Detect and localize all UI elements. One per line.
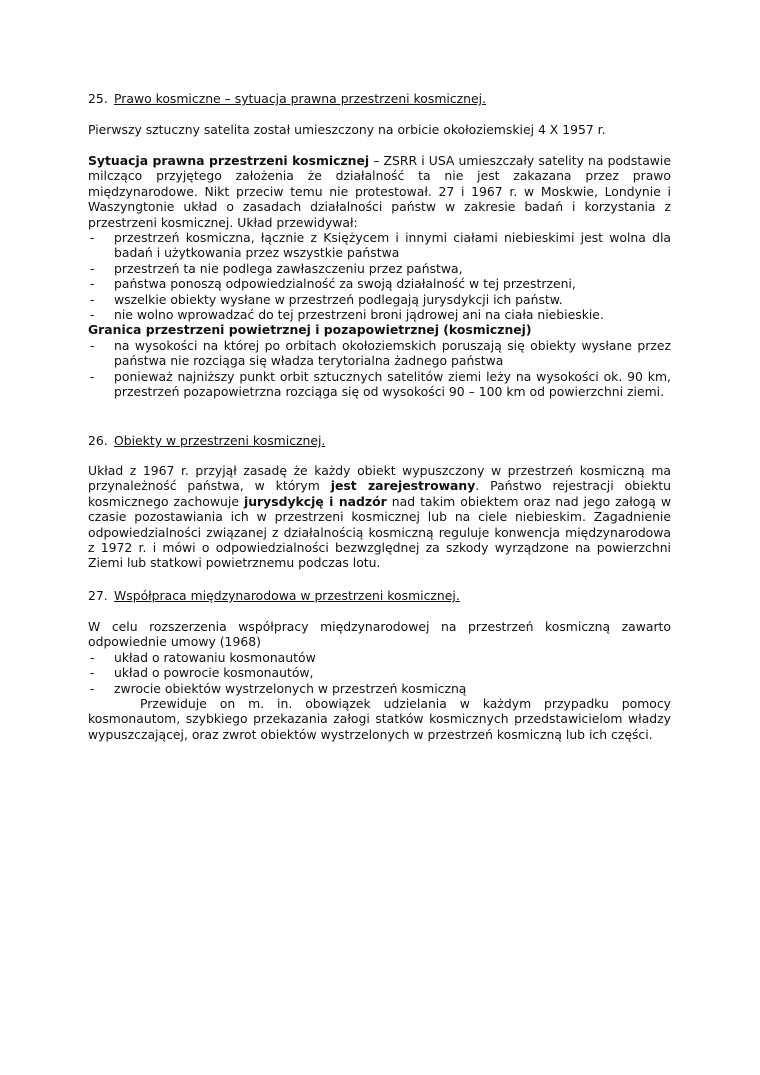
paragraph-text: Układ z 1967 r. przyjął zasadę że każdy obiekt wypuszczony w przestrzeń kosmiczną ma przynależność państwa, w którym	[88, 463, 671, 494]
section-number: 26.	[88, 433, 108, 448]
list-item: - przestrzeń ta nie podlega zawłaszczeniu przez państwa,	[88, 261, 671, 276]
section-26-heading	[88, 433, 671, 448]
paragraph-agreement-details: Przewiduje on m. in. obowiązek udzielania w każdym przypadku pomocy kosmonautom, szybkiego przekazania załogi statków kosmicznych przedstawicielom władzy wypuszczającej, oraz zwrot obiektów wystrzelonych w przestrzeń kosmiczną lub ich części.	[88, 696, 671, 742]
section-title: Współpraca międzynarodowa w przestrzeni kosmicznej.	[114, 588, 460, 603]
bold-term: jest zarejestrowany	[330, 478, 476, 494]
paragraph-text: . Państwo rejestracji obiektu kosmicznego zachowuje	[88, 478, 671, 509]
bold-term: jurysdykcję i nadzór	[243, 493, 387, 509]
paragraph-cooperation: W celu rozszerzenia współpracy międzynarodowej na przestrzeń kosmiczną zawarto odpowiednie umowy (1968)	[88, 619, 671, 650]
section-27-heading	[88, 588, 671, 603]
section-title: Obiekty w przestrzeni kosmicznej.	[114, 433, 326, 448]
section-25-heading	[88, 91, 671, 106]
paragraph-text: nad takim obiektem oraz nad jego załogą w czasie pozostawiania ich w przestrzeni kosmicznej lub na ciele niebieskim. Zagadnienie odpowiedzialności związanej z działalnością kosmiczną reguluje konwencja międzynarodowa z 1972 r. i mówi o odpowiedzialności bezwzględnej za szkody wyrządzone na powierzchni Ziemi lub statkowi powietrznemu podczas lotu.	[88, 493, 671, 571]
list-item: - zwrocie obiektów wystrzelonych w przestrzeń kosmiczną	[88, 681, 671, 696]
agreements-list	[88, 650, 671, 696]
section-25-body	[88, 153, 671, 400]
subheading-airspace-boundary: Granica przestrzeni powietrznej i pozapowietrznej (kosmicznej)	[88, 322, 532, 338]
boundary-list	[88, 338, 671, 400]
section-number: 27.	[88, 588, 108, 603]
section-title: Prawo kosmiczne – sytuacja prawna przestrzeni kosmicznej.	[114, 91, 487, 106]
section-27-body	[88, 619, 671, 742]
paragraph-space-objects	[88, 463, 671, 571]
paragraph-legal-status	[88, 153, 671, 230]
list-item: - układ o ratowaniu kosmonautów	[88, 650, 671, 665]
paragraph-text: – ZSRR i USA umieszczały satelity na podstawie milcząco przyjętego założenia że działalność ta nie jest zakazana przez prawo międzynarodowe. Nikt przeciw temu nie protestował. 27 i 1967 r. w Moskwie, Londynie i Waszyngtonie układ o zasadach działalności państw w zakresie badań i korzystania z przestrzeni kosmicznej. Układ przewidywał:	[88, 153, 671, 230]
list-item: - państwa ponoszą odpowiedzialność za swoją działalność w tej przestrzeni,	[88, 276, 671, 291]
section-number: 25.	[88, 91, 108, 106]
bold-term: Sytuacja prawna przestrzeni kosmicznej	[88, 153, 370, 168]
list-item: - ponieważ najniższy punkt orbit sztucznych satelitów ziemi leży na wysokości ok. 90 km, przestrzeń pozapowietrzna rozciąga się od wysokości 90 – 100 km od powierzchni ziemi.	[88, 369, 671, 400]
list-item: - przestrzeń kosmiczna, łącznie z Księżycem i innymi ciałami niebieskimi jest wolna dla badań i użytkowania przez wszystkie państwa	[88, 230, 671, 261]
list-item: - nie wolno wprowadzać do tej przestrzeni broni jądrowej ani na ciała niebieskie.	[88, 307, 671, 322]
list-item: - wszelkie obiekty wysłane w przestrzeń podlegają jurysdykcji ich państw.	[88, 292, 671, 307]
treaty-provisions-list	[88, 230, 671, 322]
list-item: - układ o powrocie kosmonautów,	[88, 665, 671, 680]
list-item: - na wysokości na której po orbitach okołoziemskich poruszają się obiekty wysłane przez państwa nie rozciąga się władza terytorialna żadnego państwa	[88, 338, 671, 369]
paragraph-first-satellite: Pierwszy sztuczny satelita został umieszczony na orbicie okołoziemskiej 4 X 1957 r.	[88, 122, 606, 137]
